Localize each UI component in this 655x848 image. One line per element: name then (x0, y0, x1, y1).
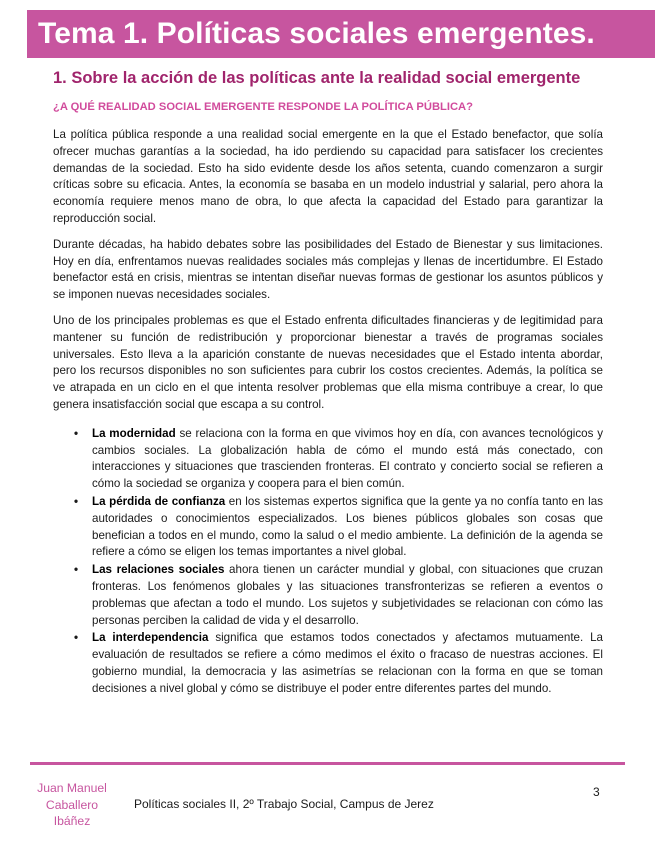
bullet-list (53, 426, 603, 698)
header-bar (27, 10, 655, 58)
paragraph: Uno de los principales problemas es que el Estado enfrenta dificultades financieras y de legitimidad para mantener su función de redistribución y proporcionar bienestar a través de programas sociales universales. Esto lleva a la aparición constante de nuevas necesidades que el Estado intenta abordar, pero los recursos disponibles no son suficientes para cubrir los costos crecientes. Además, la política se ve atrapada en un ciclo en el que intenta resolver problemas que ella misma contribuye a crear, lo que genera insatisfacción social que escapa a su control. (53, 313, 603, 411)
bullet-icon: • (74, 563, 79, 577)
bullet-icon: • (74, 494, 79, 508)
paragraph: La política pública responde a una realidad social emergente en la que el Estado benefactor, que solía ofrecer muchas garantías a la sociedad, ha ido perdiendo su capacidad para satisfacer los crecientes demandas de la sociedad. Esto ha sido evidente desde los años setenta, cuando comenzaron a surgir críticas sobre su eficacia. Antes, la economía se basaba en un modelo industrial y salarial, pero ahora la economía requiere menos mano de obra, lo que afecta la capacidad del Estado para garantizar la reproducción social. (53, 128, 603, 225)
bullet-icon: • (74, 631, 79, 645)
bullet-text: ahora tienen un carácter mundial y global, con situaciones que cruzan fronteras. Los fenómenos globales y las situaciones transfronterizas se refieren a eventos o problemas que afectan a todo el mundo. Los sujetos y subjetividades se relacionan con cómo las personas perciben la calidad de vida y el desarrollo. (92, 563, 603, 627)
document-body (53, 66, 603, 699)
page-number: 3 (593, 785, 600, 799)
author-line: Caballero (45, 797, 99, 812)
bullet-term: Las relaciones sociales (92, 563, 225, 577)
bullet-text: se relaciona con la forma en que vivimos hoy en día, con avances tecnológicos y cambios sociales. La globalización habla de cómo el mundo está más conectado, con interacciones y situaciones que trascienden fronteras. El contrato y concierto social se refieren a cómo la sociedad se organiza y coopera para el bien común. (92, 426, 603, 491)
bullet-item (74, 494, 603, 561)
bullet-item (74, 562, 603, 629)
page-title: Tema 1. Políticas sociales emergentes. (38, 17, 595, 50)
author-line: Ibáñez (53, 814, 91, 828)
section-title: 1. Sobre la acción de las políticas ante la realidad social emergente (53, 69, 581, 87)
footer-divider (30, 762, 625, 765)
paragraph: Durante décadas, ha habido debates sobre las posibilidades del Estado de Bienestar y sus limitaciones. Hoy en día, enfrentamos nuevas realidades sociales más complejas y llenas de incertidumbre. El Estado benefactor está en crisis, mientras se intentan diseñar nuevas formas de gestionar los asuntos públicos y se imponen nuevas necesidades sociales. (53, 237, 603, 302)
bullet-text: significa que estamos todos conectados y afectamos mutuamente. La evaluación de resultados se refiere a cómo medimos el éxito o fracaso de nuestras acciones. El gobierno mundial, la democracia y las asimetrías se relacionan con la forma en que se toman decisiones a nivel global y cómo se distribuye el poder entre diferentes partes del mundo. (92, 631, 603, 695)
bullet-item (74, 426, 603, 493)
bullet-item (74, 630, 603, 697)
bullet-term: La interdependencia (92, 631, 209, 645)
section-subheading: ¿A QUÉ REALIDAD SOCIAL EMERGENTE RESPONDE LA POLÍTICA PÚBLICA? (53, 101, 473, 113)
bullet-icon: • (74, 426, 79, 440)
footer-author (26, 780, 118, 830)
bullet-term: La pérdida de confianza (92, 494, 226, 508)
author-line: Juan Manuel (37, 781, 107, 795)
bullet-term: La modernidad (92, 426, 176, 440)
bullet-text: en los sistemas expertos significa que la gente ya no confía tanto en las autoridades o conocimientos especializados. Los bienes públicos globales son cosas que benefician a todos en el mundo, como la salud o el medio ambiente. La definición de la agenda se refiere a cómo se eligen los temas importantes a nivel global. (92, 494, 603, 559)
footer-course: Políticas sociales II, 2º Trabajo Social, Campus de Jerez (134, 797, 434, 811)
